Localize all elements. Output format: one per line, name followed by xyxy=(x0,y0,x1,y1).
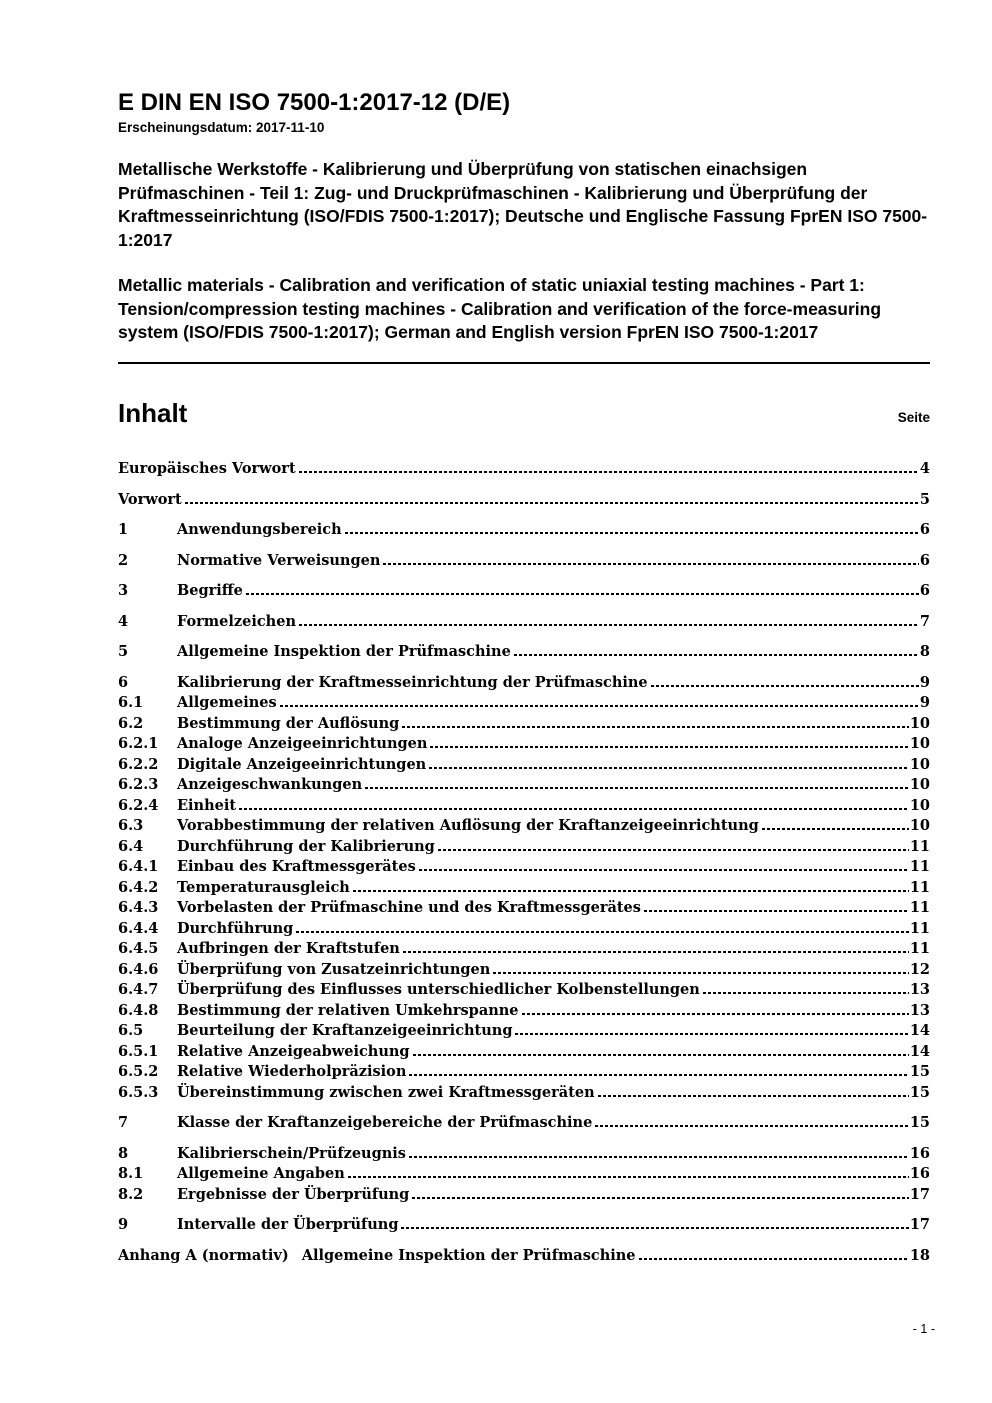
toc-entry xyxy=(118,880,930,895)
toc-entry-number: 4 xyxy=(118,612,129,630)
toc-entry-label: Einbau des Kraftmessgerätes xyxy=(177,858,416,875)
toc-entry-label: Anzeigeschwankungen xyxy=(177,776,363,793)
toc-entry xyxy=(118,736,930,751)
toc-entry xyxy=(118,1003,930,1018)
toc-entry xyxy=(118,1044,930,1059)
toc-entry-page: 14 xyxy=(909,1042,930,1060)
toc-entry-page: 9 xyxy=(919,694,930,711)
toc-entry xyxy=(118,982,930,997)
toc-dot-leader xyxy=(185,502,919,504)
toc-entry-number: 7 xyxy=(118,1114,129,1131)
toc-dot-leader xyxy=(413,1054,909,1056)
toc-entry-page: 11 xyxy=(909,878,930,896)
toc-entry-label: Vorbelasten der Prüfmaschine und des Kraftmessgerätes xyxy=(177,899,641,916)
toc-entry-number: 8.2 xyxy=(118,1185,144,1203)
toc-entry-page: 12 xyxy=(909,960,930,978)
toc-entry-page: 18 xyxy=(909,1246,930,1264)
toc-entry-label: Einheit xyxy=(177,796,237,814)
toc-entry-number: 6.2.3 xyxy=(118,776,159,793)
toc-entry xyxy=(118,1023,930,1038)
page-content xyxy=(118,0,930,1263)
toc-dot-leader xyxy=(246,593,919,595)
toc-dot-leader xyxy=(644,910,909,912)
toc-entry xyxy=(118,1064,930,1079)
toc-entry-number: 8 xyxy=(118,1144,129,1162)
toc-entry-label: Übereinstimmung zwischen zwei Kraftmessgeräten xyxy=(177,1083,595,1101)
toc-entry xyxy=(118,1115,930,1130)
toc-entry xyxy=(118,859,930,874)
toc-entry xyxy=(118,900,930,915)
toc-entry xyxy=(118,522,930,537)
toc-entry-page: 11 xyxy=(909,940,930,957)
toc-entry xyxy=(118,614,930,629)
standard-title-german: Metallische Werkstoffe - Kalibrierung und Überprüfung von statischen einachsigen Prüfmaschinen - Teil 1: Zug- und Druckprüfmaschinen - Kalibrierung und Überprüfung der Kraftmesseinrichtung (ISO/FDIS 7500-1:2017); Deutsche und Englische Fassung FprEN ISO 7500-1:2017 xyxy=(118,159,928,250)
toc-entry xyxy=(118,757,930,772)
toc-entry-number: 6 xyxy=(118,673,129,691)
toc-entry xyxy=(118,1085,930,1100)
toc-dot-leader xyxy=(299,471,919,473)
toc-entry-number: 8.1 xyxy=(118,1165,144,1182)
toc-entry-number: 2 xyxy=(118,551,129,569)
toc-entry-page: 13 xyxy=(909,981,930,998)
release-date: Erscheinungsdatum: 2017-11-10 xyxy=(118,120,325,135)
toc-entry xyxy=(118,644,930,659)
toc-entry-page: 10 xyxy=(909,796,930,814)
toc-dot-leader xyxy=(383,563,919,565)
toc-entry xyxy=(118,675,930,690)
toc-entry-number: 6.4 xyxy=(118,837,144,855)
toc-entry xyxy=(118,492,930,507)
toc-entry-number: 9 xyxy=(118,1216,129,1233)
toc-entry-label: Aufbringen der Kraftstufen xyxy=(177,940,400,957)
toc-entry-label: Bestimmung der Auflösung xyxy=(177,714,400,732)
toc-entry-label: Durchführung xyxy=(177,919,294,937)
toc-entry-page: 6 xyxy=(919,521,930,538)
toc-entry-label: Allgemeine Inspektion der Prüfmaschine xyxy=(301,1246,636,1264)
toc-entry-page: 13 xyxy=(909,1001,930,1019)
toc-entry xyxy=(118,818,930,833)
toc-entry-number: 6.4.4 xyxy=(118,919,159,937)
toc-entry-number: 5 xyxy=(118,643,129,660)
toc-dot-leader xyxy=(296,931,909,933)
toc-entry-page: 11 xyxy=(909,899,930,916)
toc-entry-label: Relative Wiederholpräzision xyxy=(177,1063,407,1080)
document-title: E DIN EN ISO 7500-1:2017-12 (D/E) xyxy=(118,89,511,116)
toc-entry-label: Allgemeine Angaben xyxy=(177,1165,345,1182)
toc-dot-leader xyxy=(762,828,909,830)
standard-title-english: Metallic materials - Calibration and verification of static uniaxial testing machines - Part 1: Tension/compression testing machines - Calibration and verification of the force-measuring system (ISO/FDIS 7500-1:2017); German and English version FprEN ISO 7500-1:2017 xyxy=(118,275,882,342)
toc-entry-label: Allgemeines xyxy=(177,694,277,711)
toc-dot-leader xyxy=(419,869,909,871)
toc-entry-page: 5 xyxy=(919,490,930,508)
toc-dot-leader xyxy=(595,1125,909,1127)
toc-entry-page: 10 xyxy=(909,776,930,793)
toc-dot-leader xyxy=(401,1227,908,1229)
toc-entry-label: Überprüfung des Einflusses unterschiedlicher Kolbenstellungen xyxy=(177,981,700,998)
toc-entry-number: 6.3 xyxy=(118,817,144,834)
toc-entry-number: 3 xyxy=(118,582,129,599)
toc-dot-leader xyxy=(365,787,909,789)
toc-entry-page: 6 xyxy=(919,551,930,569)
toc-entry-label: Digitale Anzeigeeinrichtungen xyxy=(177,755,427,773)
toc-entry-label: Ergebnisse der Überprüfung xyxy=(177,1185,410,1203)
toc-entry-number: 6.1 xyxy=(118,694,144,711)
toc-entry-label: Bestimmung der relativen Umkehrspanne xyxy=(177,1001,519,1019)
toc-entry-number: 6.5.3 xyxy=(118,1083,159,1101)
toc-dot-leader xyxy=(403,951,909,953)
toc-dot-leader xyxy=(280,705,919,707)
toc-entry-label: Kalibrierschein/Prüfzeugnis xyxy=(177,1144,406,1162)
toc-entry-label: Formelzeichen xyxy=(177,612,296,630)
toc-entry-number: 6.4.1 xyxy=(118,858,159,875)
toc-dot-leader xyxy=(348,1176,909,1178)
toc-dot-leader xyxy=(412,1197,908,1199)
toc-dot-leader xyxy=(522,1013,909,1015)
toc-dot-leader xyxy=(409,1156,909,1158)
toc-dot-leader xyxy=(438,849,909,851)
toc-dot-leader xyxy=(353,890,909,892)
toc-heading: Inhalt xyxy=(118,398,188,428)
toc-dot-leader xyxy=(598,1095,909,1097)
toc-entry-number: Anhang A (normativ) xyxy=(118,1246,289,1264)
page-column-label: Seite xyxy=(897,410,930,425)
toc-dot-leader xyxy=(651,685,919,687)
toc-dot-leader xyxy=(430,746,908,748)
toc-entry xyxy=(118,553,930,568)
toc-entry-page: 4 xyxy=(919,460,930,477)
toc-entry xyxy=(118,839,930,854)
toc-dot-leader xyxy=(299,624,919,626)
toc-entry-label: Beurteilung der Kraftanzeigeeinrichtung xyxy=(177,1022,513,1039)
toc-entry-number: 6.2.4 xyxy=(118,796,159,814)
toc-entry-label: Begriffe xyxy=(177,582,243,599)
toc-entry-number: 6.5.2 xyxy=(118,1063,159,1080)
toc-entry xyxy=(118,962,930,977)
toc-entry-label: Relative Anzeigeabweichung xyxy=(177,1042,410,1060)
toc-entry-label: Europäisches Vorwort xyxy=(118,460,296,477)
toc-entry xyxy=(118,921,930,936)
footer-page-indicator: - 1 - xyxy=(912,1322,935,1336)
toc-entry-page: 17 xyxy=(909,1216,930,1233)
toc-entry xyxy=(118,1217,930,1232)
toc-entry-label: Analoge Anzeigeeinrichtungen xyxy=(177,735,428,752)
toc-entry-number: 6.4.3 xyxy=(118,899,159,916)
toc-entry-number: 6.4.5 xyxy=(118,940,159,957)
toc-entry xyxy=(118,716,930,731)
toc-entry-page: 8 xyxy=(919,643,930,660)
toc-dot-leader xyxy=(514,654,919,656)
toc-dot-leader xyxy=(409,1074,908,1076)
toc-entry-page: 7 xyxy=(919,612,930,630)
toc-entry-label: Vorwort xyxy=(118,490,182,508)
toc-entry-number: 6.4.2 xyxy=(118,878,159,896)
toc-dot-leader xyxy=(493,972,909,974)
toc-entry-label: Klasse der Kraftanzeigebereiche der Prüfmaschine xyxy=(177,1114,593,1131)
toc-entry-page: 10 xyxy=(909,735,930,752)
toc-entry-page: 10 xyxy=(909,817,930,834)
toc-entry xyxy=(118,1146,930,1161)
toc-entry-page: 10 xyxy=(909,755,930,773)
toc-entry-page: 16 xyxy=(909,1144,930,1162)
toc-entry-page: 14 xyxy=(909,1022,930,1039)
toc-entry-label: Kalibrierung der Kraftmesseinrichtung der Prüfmaschine xyxy=(177,673,648,691)
toc-entry xyxy=(118,695,930,710)
toc-entry-label: Intervalle der Überprüfung xyxy=(177,1216,399,1233)
toc-entry-number: 6.5.1 xyxy=(118,1042,159,1060)
horizontal-divider xyxy=(118,362,930,364)
toc-list xyxy=(118,461,930,1263)
toc-dot-leader xyxy=(515,1033,908,1035)
toc-entry-page: 10 xyxy=(909,714,930,732)
toc-entry xyxy=(118,777,930,792)
toc-entry-page: 6 xyxy=(919,582,930,599)
toc-entry-label: Normative Verweisungen xyxy=(177,551,381,569)
toc-entry-page: 15 xyxy=(909,1063,930,1080)
toc-entry-number: 6.4.8 xyxy=(118,1001,159,1019)
toc-entry-number: 6.2 xyxy=(118,714,144,732)
toc-entry-page: 15 xyxy=(909,1083,930,1101)
toc-entry-number: 6.4.6 xyxy=(118,960,159,978)
toc-entry-page: 9 xyxy=(919,673,930,691)
toc-entry-page: 11 xyxy=(909,837,930,855)
toc-entry-number: 1 xyxy=(118,521,129,538)
toc-entry-label: Temperaturausgleich xyxy=(177,878,350,896)
toc-entry xyxy=(118,1248,930,1263)
toc-entry-page: 11 xyxy=(909,858,930,875)
toc-entry xyxy=(118,583,930,598)
toc-entry xyxy=(118,798,930,813)
toc-entry-number: 6.2.2 xyxy=(118,755,159,773)
toc-entry-page: 11 xyxy=(909,919,930,937)
toc-entry-label: Durchführung der Kalibrierung xyxy=(177,837,435,855)
toc-entry xyxy=(118,941,930,956)
toc-dot-leader xyxy=(639,1258,909,1260)
toc-entry-page: 15 xyxy=(909,1114,930,1131)
toc-dot-leader xyxy=(402,726,909,728)
toc-entry xyxy=(118,461,930,476)
toc-entry-label: Überprüfung von Zusatzeinrichtungen xyxy=(177,960,491,978)
toc-entry-number: 6.5 xyxy=(118,1022,144,1039)
toc-entry-page: 16 xyxy=(909,1165,930,1182)
toc-dot-leader xyxy=(703,992,909,994)
toc-dot-leader xyxy=(429,767,909,769)
toc-entry-label: Allgemeine Inspektion der Prüfmaschine xyxy=(177,643,511,660)
toc-entry xyxy=(118,1187,930,1202)
toc-entry-number: 6.2.1 xyxy=(118,735,159,752)
toc-entry-page: 17 xyxy=(909,1185,930,1203)
toc-header xyxy=(118,398,930,428)
toc-entry xyxy=(118,1166,930,1181)
toc-entry-label: Vorabbestimmung der relativen Auflösung der Kraftanzeigeeinrichtung xyxy=(177,817,759,834)
toc-entry-label: Anwendungsbereich xyxy=(177,521,342,538)
toc-dot-leader xyxy=(345,532,919,534)
toc-dot-leader xyxy=(239,808,909,810)
toc-entry-number: 6.4.7 xyxy=(118,981,159,998)
